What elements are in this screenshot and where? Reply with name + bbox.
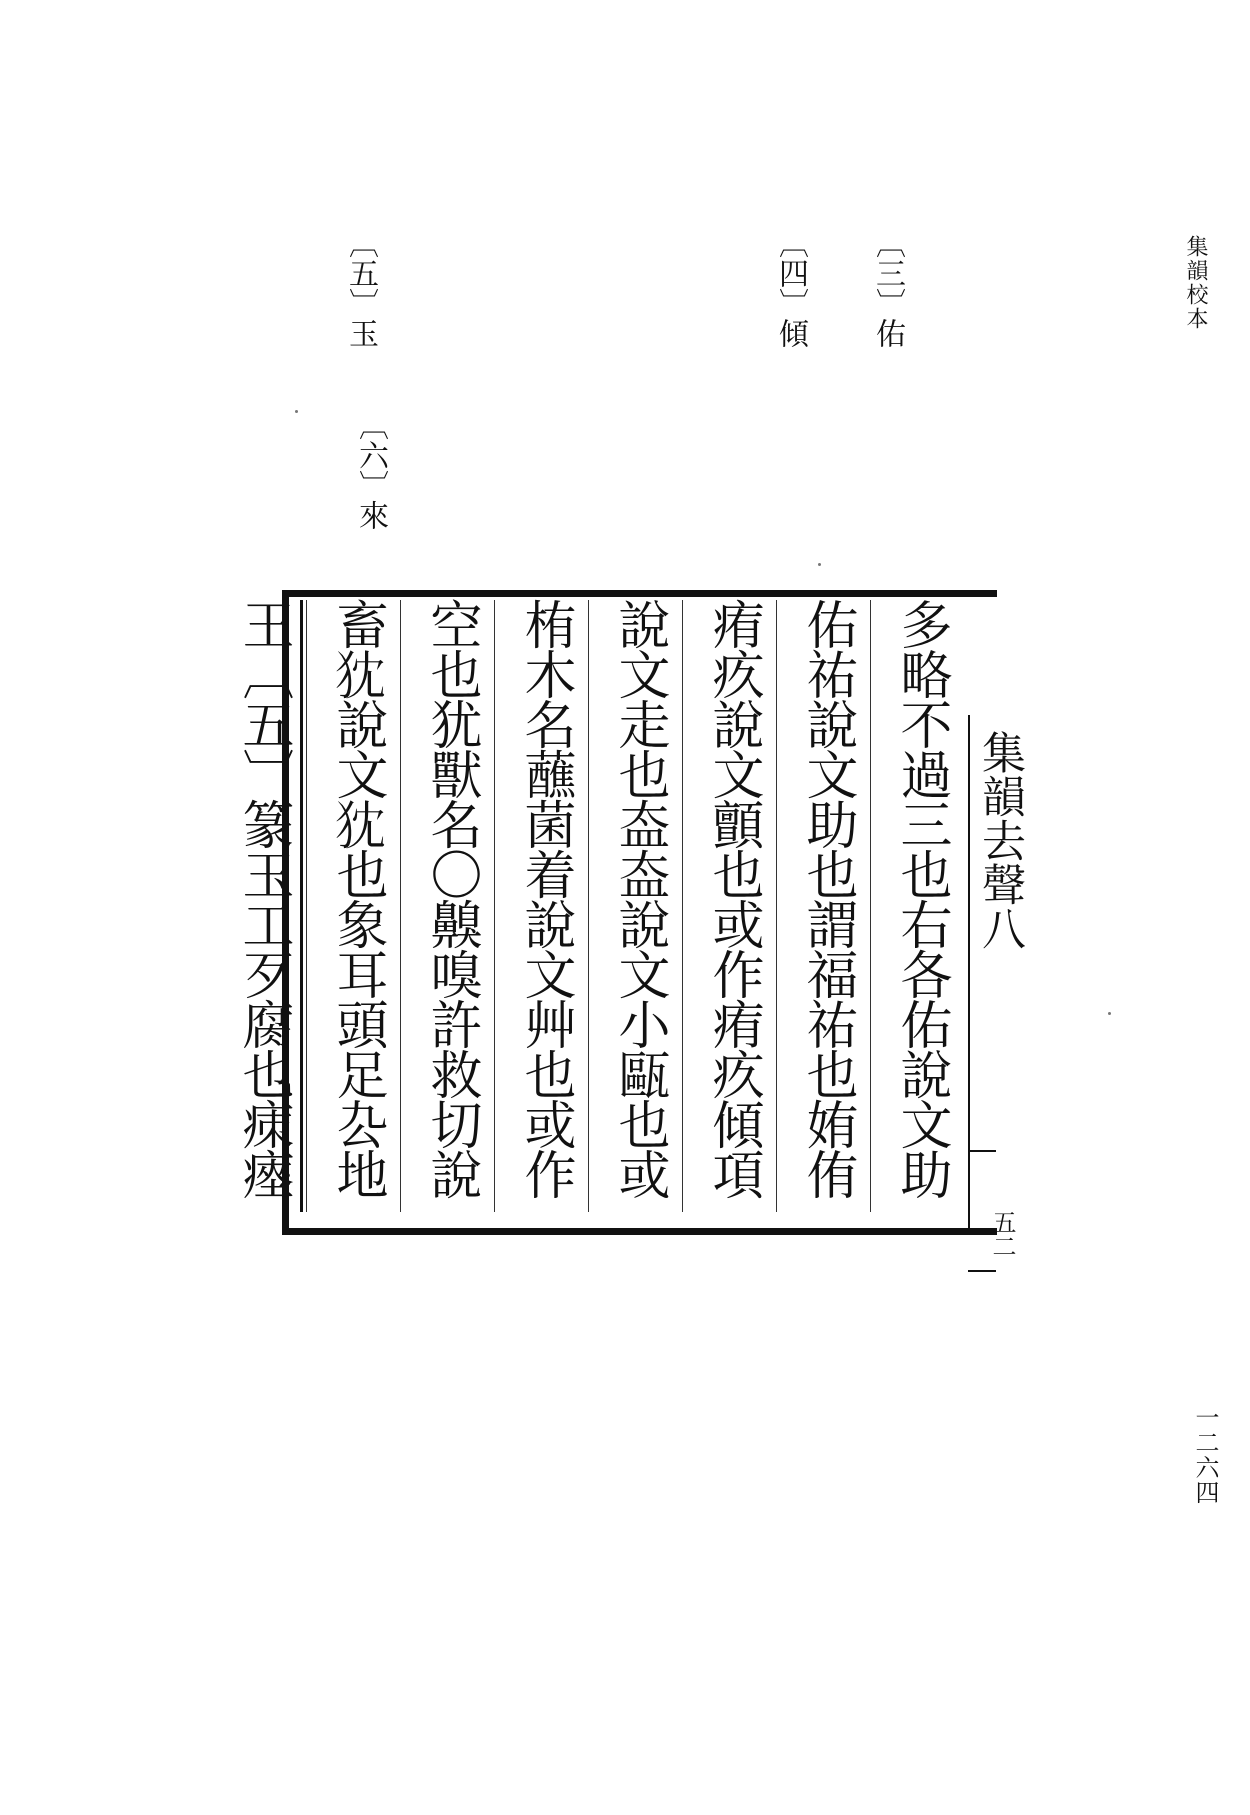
collation-note-3: 〔三〕佑 <box>870 228 905 348</box>
text-column-2 <box>780 598 874 1214</box>
page-number: 一二六四 <box>1191 1405 1219 1505</box>
text-column-5 <box>498 598 592 1214</box>
text-column-8 <box>216 598 310 1214</box>
column-text: 王〔五〕篆玉工歹腐也㾊瘞 <box>233 598 293 1198</box>
column-text: 痏疚說文顫也或作痏疚傾項 <box>703 598 763 1198</box>
collation-note-6: 〔六〕來 <box>353 410 388 530</box>
ink-speck <box>295 410 298 413</box>
column-text: 佑祐說文助也謂福祐也姷侑 <box>797 598 857 1198</box>
fishtail-folio: 五二 <box>988 1210 1016 1258</box>
text-column-1 <box>874 598 968 1214</box>
running-head: 集韻校本 <box>1183 235 1208 331</box>
ink-speck <box>1108 1012 1111 1015</box>
column-text: 空也犹獸名〇齅嗅許救切說 <box>421 598 481 1198</box>
ink-speck <box>818 563 821 566</box>
column-text: 畜𤜴說文𤜴也象耳頭足厹地 <box>327 598 387 1198</box>
collation-note-4: 〔四〕傾 <box>773 228 808 348</box>
text-column-4 <box>592 598 686 1214</box>
column-text: 栯木名蘸菌着說文艸也或作 <box>515 598 575 1198</box>
column-text: 說文走也盇盇說文小甌也或 <box>609 598 669 1198</box>
fishtail-title: 集韻去聲八 <box>974 730 1025 950</box>
fishtail-mark <box>968 1150 996 1152</box>
text-column-7 <box>310 598 404 1214</box>
fishtail-mark <box>968 1270 996 1272</box>
column-text: 多略不過三也右各佑說文助 <box>891 598 951 1198</box>
collation-note-5: 〔五〕玉 <box>343 228 378 348</box>
text-column-6 <box>404 598 498 1214</box>
text-column-3 <box>686 598 780 1214</box>
